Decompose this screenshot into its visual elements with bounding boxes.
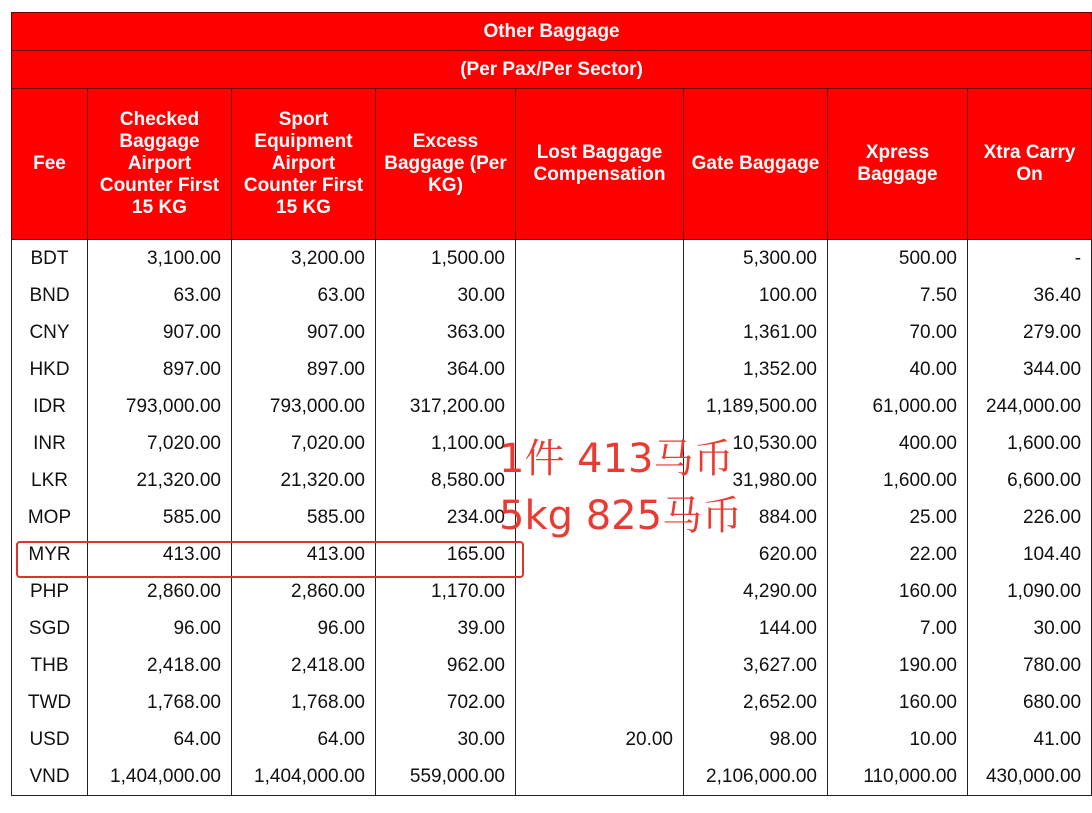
currency-code: THB [12, 647, 88, 684]
checked-baggage-fee: 897.00 [88, 351, 232, 388]
currency-code: TWD [12, 684, 88, 721]
gate-baggage-fee: 31,980.00 [684, 462, 828, 499]
gate-baggage-fee: 98.00 [684, 721, 828, 758]
xtra-carry-on-fee: 430,000.00 [968, 758, 1092, 796]
xpress-baggage-fee: 160.00 [828, 684, 968, 721]
excess-baggage-fee: 30.00 [376, 277, 516, 314]
currency-code: CNY [12, 314, 88, 351]
gate-baggage-fee: 2,106,000.00 [684, 758, 828, 796]
xtra-carry-on-fee: 30.00 [968, 610, 1092, 647]
xpress-baggage-fee: 22.00 [828, 536, 968, 573]
lost-baggage-compensation [516, 647, 684, 684]
col-header-xpress-baggage: Xpress Baggage [828, 89, 968, 240]
excess-baggage-fee: 1,170.00 [376, 573, 516, 610]
xtra-carry-on-fee: 244,000.00 [968, 388, 1092, 425]
table-row [12, 388, 1092, 425]
xpress-baggage-fee: 160.00 [828, 573, 968, 610]
checked-baggage-fee: 96.00 [88, 610, 232, 647]
excess-baggage-fee: 962.00 [376, 647, 516, 684]
currency-code: INR [12, 425, 88, 462]
gate-baggage-fee: 1,361.00 [684, 314, 828, 351]
column-header-row [12, 89, 1092, 240]
sport-equipment-fee: 897.00 [232, 351, 376, 388]
table-row [12, 721, 1092, 758]
sport-equipment-fee: 907.00 [232, 314, 376, 351]
xtra-carry-on-fee: 1,600.00 [968, 425, 1092, 462]
lost-baggage-compensation [516, 314, 684, 351]
checked-baggage-fee: 1,768.00 [88, 684, 232, 721]
sport-equipment-fee: 1,404,000.00 [232, 758, 376, 796]
sport-equipment-fee: 2,418.00 [232, 647, 376, 684]
checked-baggage-fee: 64.00 [88, 721, 232, 758]
excess-baggage-fee: 234.00 [376, 499, 516, 536]
table-subtitle: (Per Pax/Per Sector) [12, 51, 1092, 89]
xpress-baggage-fee: 40.00 [828, 351, 968, 388]
xtra-carry-on-fee: 41.00 [968, 721, 1092, 758]
lost-baggage-compensation [516, 758, 684, 796]
col-header-checked-baggage: Checked Baggage Airport Counter First 15 KG [88, 89, 232, 240]
xtra-carry-on-fee: 36.40 [968, 277, 1092, 314]
lost-baggage-compensation [516, 536, 684, 573]
excess-baggage-fee: 364.00 [376, 351, 516, 388]
checked-baggage-fee: 2,860.00 [88, 573, 232, 610]
table-header [12, 13, 1092, 240]
gate-baggage-fee: 2,652.00 [684, 684, 828, 721]
table-title: Other Baggage [12, 13, 1092, 51]
sport-equipment-fee: 21,320.00 [232, 462, 376, 499]
currency-code: PHP [12, 573, 88, 610]
xpress-baggage-fee: 25.00 [828, 499, 968, 536]
xtra-carry-on-fee: - [968, 240, 1092, 278]
currency-code: BDT [12, 240, 88, 278]
currency-code: USD [12, 721, 88, 758]
lost-baggage-compensation [516, 277, 684, 314]
checked-baggage-fee: 7,020.00 [88, 425, 232, 462]
xpress-baggage-fee: 190.00 [828, 647, 968, 684]
sport-equipment-fee: 64.00 [232, 721, 376, 758]
excess-baggage-fee: 317,200.00 [376, 388, 516, 425]
col-header-lost-baggage: Lost Baggage Compensation [516, 89, 684, 240]
xpress-baggage-fee: 110,000.00 [828, 758, 968, 796]
gate-baggage-fee: 100.00 [684, 277, 828, 314]
currency-code: LKR [12, 462, 88, 499]
myr-row-highlight-box [16, 541, 524, 578]
gate-baggage-fee: 5,300.00 [684, 240, 828, 278]
gate-baggage-fee: 1,189,500.00 [684, 388, 828, 425]
xtra-carry-on-fee: 344.00 [968, 351, 1092, 388]
col-header-sport-equipment: Sport Equipment Airport Counter First 15 KG [232, 89, 376, 240]
sport-equipment-fee: 2,860.00 [232, 573, 376, 610]
excess-baggage-fee: 1,100.00 [376, 425, 516, 462]
table-row [12, 351, 1092, 388]
xpress-baggage-fee: 500.00 [828, 240, 968, 278]
excess-baggage-fee: 559,000.00 [376, 758, 516, 796]
xtra-carry-on-fee: 1,090.00 [968, 573, 1092, 610]
gate-baggage-fee: 884.00 [684, 499, 828, 536]
table-row [12, 758, 1092, 796]
excess-baggage-fee: 363.00 [376, 314, 516, 351]
checked-baggage-fee: 63.00 [88, 277, 232, 314]
gate-baggage-fee: 1,352.00 [684, 351, 828, 388]
currency-code: IDR [12, 388, 88, 425]
checked-baggage-fee: 2,418.00 [88, 647, 232, 684]
lost-baggage-compensation [516, 610, 684, 647]
xpress-baggage-fee: 400.00 [828, 425, 968, 462]
excess-baggage-fee: 39.00 [376, 610, 516, 647]
table-row [12, 684, 1092, 721]
table-row [12, 647, 1092, 684]
sport-equipment-fee: 585.00 [232, 499, 376, 536]
sport-equipment-fee: 3,200.00 [232, 240, 376, 278]
xpress-baggage-fee: 1,600.00 [828, 462, 968, 499]
xpress-baggage-fee: 10.00 [828, 721, 968, 758]
xtra-carry-on-fee: 226.00 [968, 499, 1092, 536]
table-row [12, 240, 1092, 278]
sport-equipment-fee: 7,020.00 [232, 425, 376, 462]
col-header-xtra-carry-on: Xtra Carry On [968, 89, 1092, 240]
lost-baggage-compensation [516, 240, 684, 278]
sport-equipment-fee: 793,000.00 [232, 388, 376, 425]
xpress-baggage-fee: 7.00 [828, 610, 968, 647]
currency-code: SGD [12, 610, 88, 647]
checked-baggage-fee: 585.00 [88, 499, 232, 536]
col-header-excess-baggage: Excess Baggage (Per KG) [376, 89, 516, 240]
checked-baggage-fee: 413.00 [88, 536, 232, 573]
excess-baggage-fee: 1,500.00 [376, 240, 516, 278]
currency-code: MYR [12, 536, 88, 573]
annotation-line-2: 5kg 825马币 [499, 493, 743, 539]
lost-baggage-compensation [516, 351, 684, 388]
lost-baggage-compensation [516, 684, 684, 721]
table-row [12, 610, 1092, 647]
other-baggage-table [11, 12, 1092, 796]
col-header-fee: Fee [12, 89, 88, 240]
currency-code: BND [12, 277, 88, 314]
xtra-carry-on-fee: 6,600.00 [968, 462, 1092, 499]
table-row [12, 573, 1092, 610]
excess-baggage-fee: 165.00 [376, 536, 516, 573]
gate-baggage-fee: 620.00 [684, 536, 828, 573]
table-row [12, 277, 1092, 314]
sport-equipment-fee: 1,768.00 [232, 684, 376, 721]
checked-baggage-fee: 793,000.00 [88, 388, 232, 425]
sport-equipment-fee: 413.00 [232, 536, 376, 573]
xpress-baggage-fee: 70.00 [828, 314, 968, 351]
excess-baggage-fee: 30.00 [376, 721, 516, 758]
checked-baggage-fee: 3,100.00 [88, 240, 232, 278]
table-row [12, 314, 1092, 351]
gate-baggage-fee: 10,530.00 [684, 425, 828, 462]
lost-baggage-compensation: 20.00 [516, 721, 684, 758]
gate-baggage-fee: 144.00 [684, 610, 828, 647]
xtra-carry-on-fee: 104.40 [968, 536, 1092, 573]
sport-equipment-fee: 96.00 [232, 610, 376, 647]
checked-baggage-fee: 907.00 [88, 314, 232, 351]
checked-baggage-fee: 1,404,000.00 [88, 758, 232, 796]
lost-baggage-compensation [516, 573, 684, 610]
xpress-baggage-fee: 61,000.00 [828, 388, 968, 425]
lost-baggage-compensation [516, 388, 684, 425]
gate-baggage-fee: 3,627.00 [684, 647, 828, 684]
checked-baggage-fee: 21,320.00 [88, 462, 232, 499]
col-header-gate-baggage: Gate Baggage [684, 89, 828, 240]
currency-code: MOP [12, 499, 88, 536]
xtra-carry-on-fee: 279.00 [968, 314, 1092, 351]
annotation-line-1: 1件 413马币 [499, 436, 734, 482]
gate-baggage-fee: 4,290.00 [684, 573, 828, 610]
xtra-carry-on-fee: 780.00 [968, 647, 1092, 684]
xtra-carry-on-fee: 680.00 [968, 684, 1092, 721]
excess-baggage-fee: 8,580.00 [376, 462, 516, 499]
xpress-baggage-fee: 7.50 [828, 277, 968, 314]
excess-baggage-fee: 702.00 [376, 684, 516, 721]
currency-code: VND [12, 758, 88, 796]
currency-code: HKD [12, 351, 88, 388]
sport-equipment-fee: 63.00 [232, 277, 376, 314]
